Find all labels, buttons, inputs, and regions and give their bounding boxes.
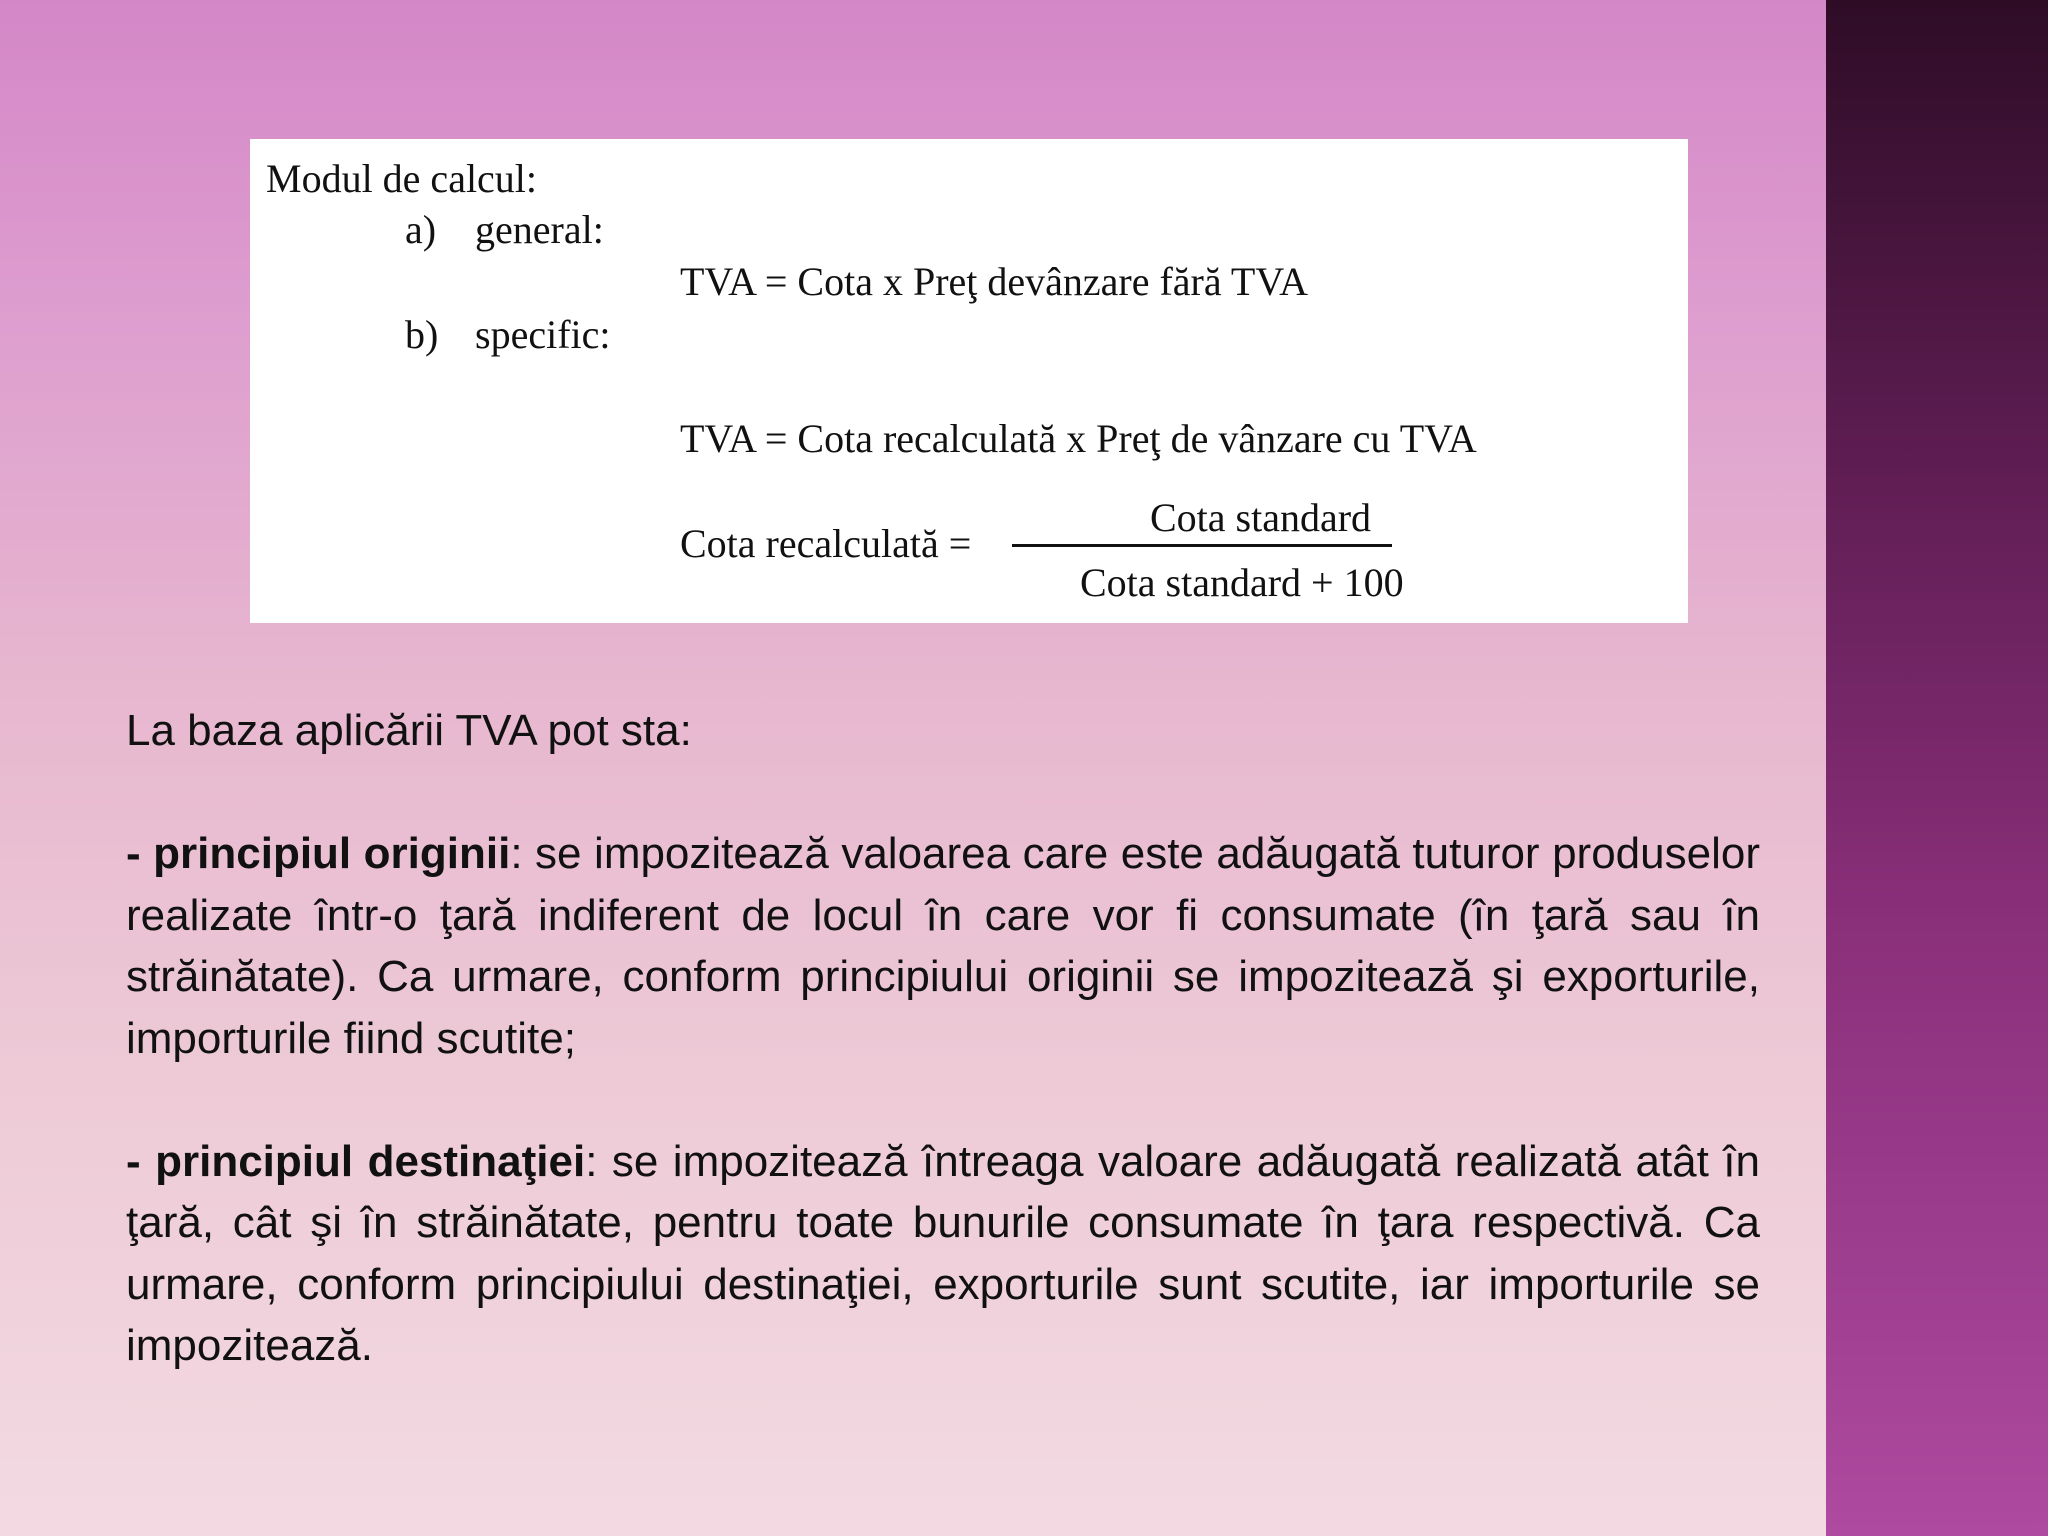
fraction-bar: [1012, 544, 1392, 547]
origin-term: - principiul originii: [126, 829, 511, 878]
destination-text: : se impozitează întreaga valoare adăugată realizată atât în ţară, cât şi în străinătate, pentru toate bunurile consumate în ţara respectivă. Ca urmare, conform principiului destinaţiei, exporturile sunt scutite, iar importurile se impozitează.: [126, 1136, 1760, 1370]
formula-image-box: [250, 139, 1688, 623]
fraction-denominator: Cota standard + 100: [1080, 560, 1404, 605]
recalc-lhs: Cota recalculată =: [680, 521, 972, 566]
item-b-marker: b): [405, 312, 439, 357]
body-text: [126, 700, 1760, 1377]
origin-paragraph: [126, 823, 1760, 1069]
destination-term: - principiul destinaţiei: [126, 1136, 586, 1186]
intro-line: La baza aplicării TVA pot sta:: [126, 706, 692, 755]
item-a-marker: a): [405, 207, 437, 252]
formula-specific: TVA = Cota recalculată x Preţ de vânzare cu TVA: [680, 416, 1477, 461]
formula-general: TVA = Cota x Preţ devânzare fără TVA: [680, 259, 1308, 304]
destination-paragraph: [126, 1131, 1760, 1377]
item-a-label: general:: [475, 207, 604, 252]
decorative-side-band: [1826, 0, 2048, 1536]
calc-heading: Modul de calcul:: [266, 156, 538, 201]
item-b-label: specific:: [475, 312, 611, 357]
fraction-numerator: Cota standard: [1150, 495, 1372, 540]
origin-text: : se impozitează valoarea care este adăugată tuturor produselor realizate într-o ţară indiferent de locul în care vor fi consumate (în ţară sau în străinătate). Ca urmare, conform principiului originii se impozitează şi exporturile, importurile fiind scutite;: [126, 829, 1760, 1063]
